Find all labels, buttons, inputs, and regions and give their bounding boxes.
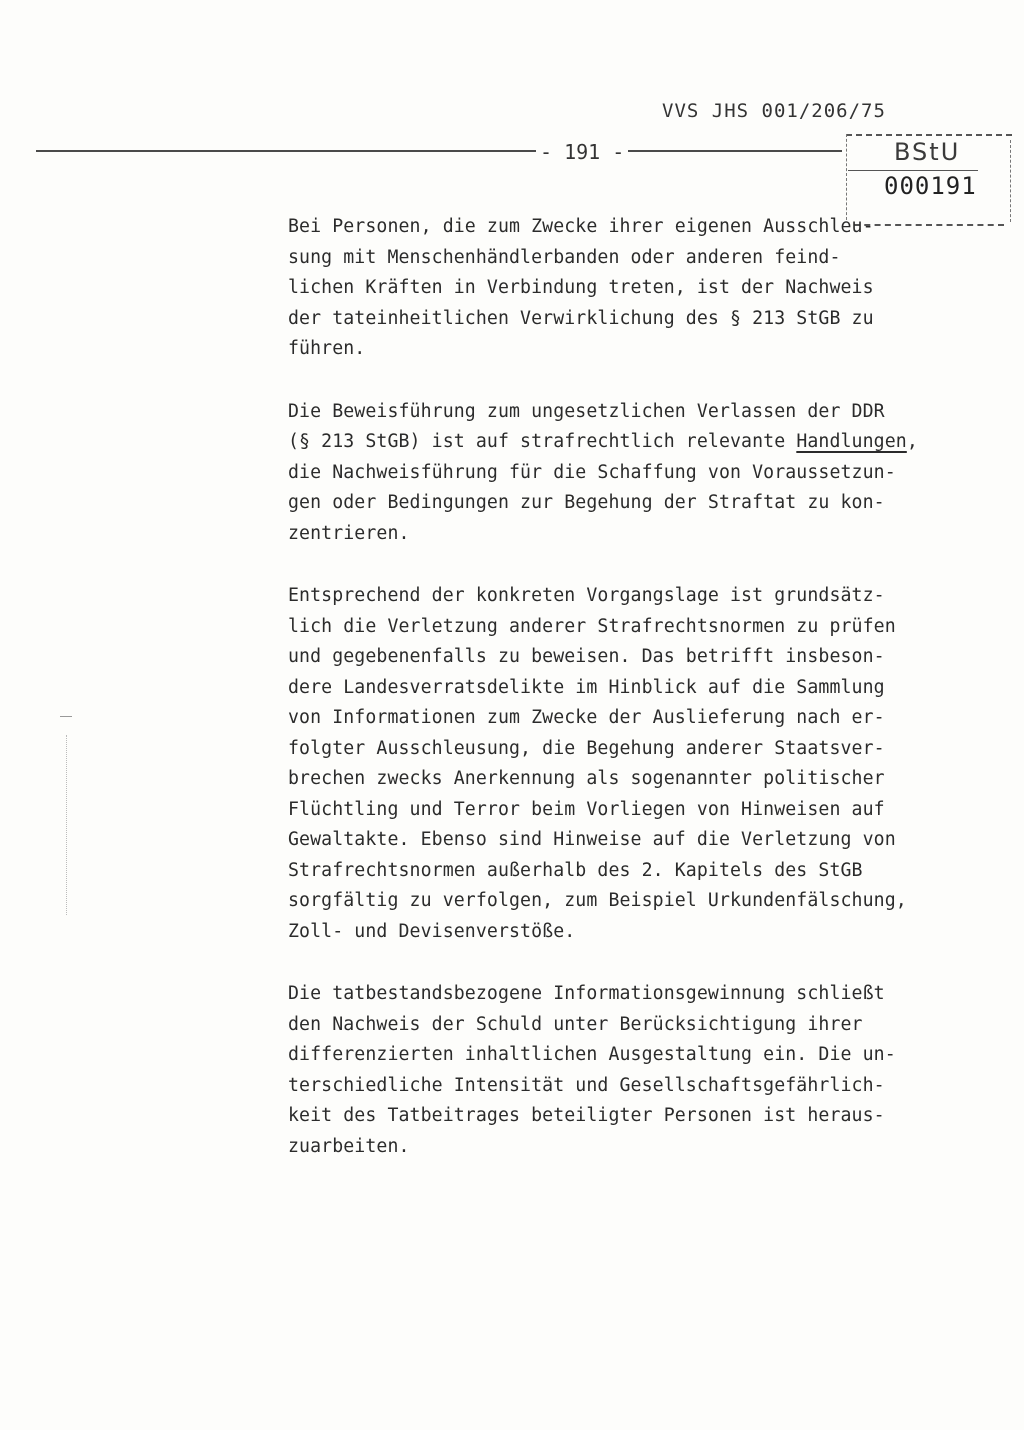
stamp-border-top <box>846 134 1012 136</box>
stamp-label: BStU <box>894 138 961 166</box>
text-line: gen oder Bedingungen zur Begehung der Straftat zu kon- <box>288 492 885 513</box>
stamp-border-left <box>846 134 847 220</box>
stamp-border-right <box>1010 140 1011 222</box>
text-line-with-underline <box>288 427 978 458</box>
paragraph-1 <box>288 212 978 365</box>
text-line: Die Beweisführung zum ungesetzlichen Verlassen der DDR <box>288 400 885 422</box>
punctuation: , <box>906 431 918 452</box>
document-reference: VVS JHS 001/206/75 <box>662 100 886 122</box>
text-line: brechen zwecks Anerkennung als sogenannter politischer <box>288 768 885 789</box>
margin-mark <box>60 716 72 717</box>
text-line: sorgfältig zu verfolgen, zum Beispiel Urkundenfälschung, <box>288 890 907 911</box>
text-line: Entsprechend der konkreten Vorgangslage ist grundsätz- <box>288 585 885 606</box>
text-line: Strafrechtsnormen außerhalb des 2. Kapitels des StGB <box>288 859 863 881</box>
text-line: dere Landesverratsdelikte im Hinblick auf die Sammlung <box>288 676 885 698</box>
text-line: Gewaltakte. Ebenso sind Hinweise auf die Verletzung von <box>288 829 896 850</box>
text-line: der tateinheitlichen Verwirklichung des § 213 StGB zu <box>288 307 874 329</box>
stamp-number: 000191 <box>884 172 977 200</box>
text-line: zuarbeiten. <box>288 1135 410 1157</box>
page-number: - 191 - <box>536 140 628 164</box>
text-line: die Nachweisführung für die Schaffung von Voraussetzun- <box>288 461 896 483</box>
text-line: sung mit Menschenhändlerbanden oder anderen feind- <box>288 246 841 268</box>
text-line: von Informationen zum Zwecke der Auslieferung nach er- <box>288 707 885 728</box>
header-rule <box>36 150 842 152</box>
text-line: und gegebenenfalls zu beweisen. Das betrifft insbeson- <box>288 646 885 667</box>
paragraph-2 <box>288 397 978 550</box>
body-text <box>288 212 978 1194</box>
paragraph-3 <box>288 581 978 947</box>
paragraph-4 <box>288 979 978 1162</box>
text-line: differenzierten inhaltlichen Ausgestaltung ein. Die un- <box>288 1044 896 1065</box>
text-fragment: (§ 213 StGB) ist auf strafrechtlich relevante <box>288 431 786 452</box>
text-line: den Nachweis der Schuld unter Berücksichtigung ihrer <box>288 1013 863 1035</box>
text-line: lich die Verletzung anderer Strafrechtsnormen zu prüfen <box>288 615 896 637</box>
text-line: folgter Ausschleusung, die Begehung anderer Staatsver- <box>288 737 885 759</box>
text-line: Zoll- und Devisenverstöße. <box>288 920 576 942</box>
text-line: Die tatbestandsbezogene Informationsgewinnung schließt <box>288 983 885 1004</box>
text-line: lichen Kräften in Verbindung treten, ist der Nachweis <box>288 277 874 298</box>
stamp-divider <box>848 170 978 171</box>
text-line: zentrieren. <box>288 522 410 544</box>
underlined-word: Handlungen <box>796 431 907 452</box>
text-line: terschiedliche Intensität und Gesellschaftsgefährlich- <box>288 1074 885 1096</box>
margin-tick <box>66 735 67 915</box>
text-line: keit des Tatbeitrages beteiligter Personen ist heraus- <box>288 1105 885 1126</box>
text-line: führen. <box>288 338 366 359</box>
text-line: Bei Personen, die zum Zwecke ihrer eigenen Ausschleu- <box>288 216 874 237</box>
text-line: Flüchtling und Terror beim Vorliegen von Hinweisen auf <box>288 798 885 820</box>
